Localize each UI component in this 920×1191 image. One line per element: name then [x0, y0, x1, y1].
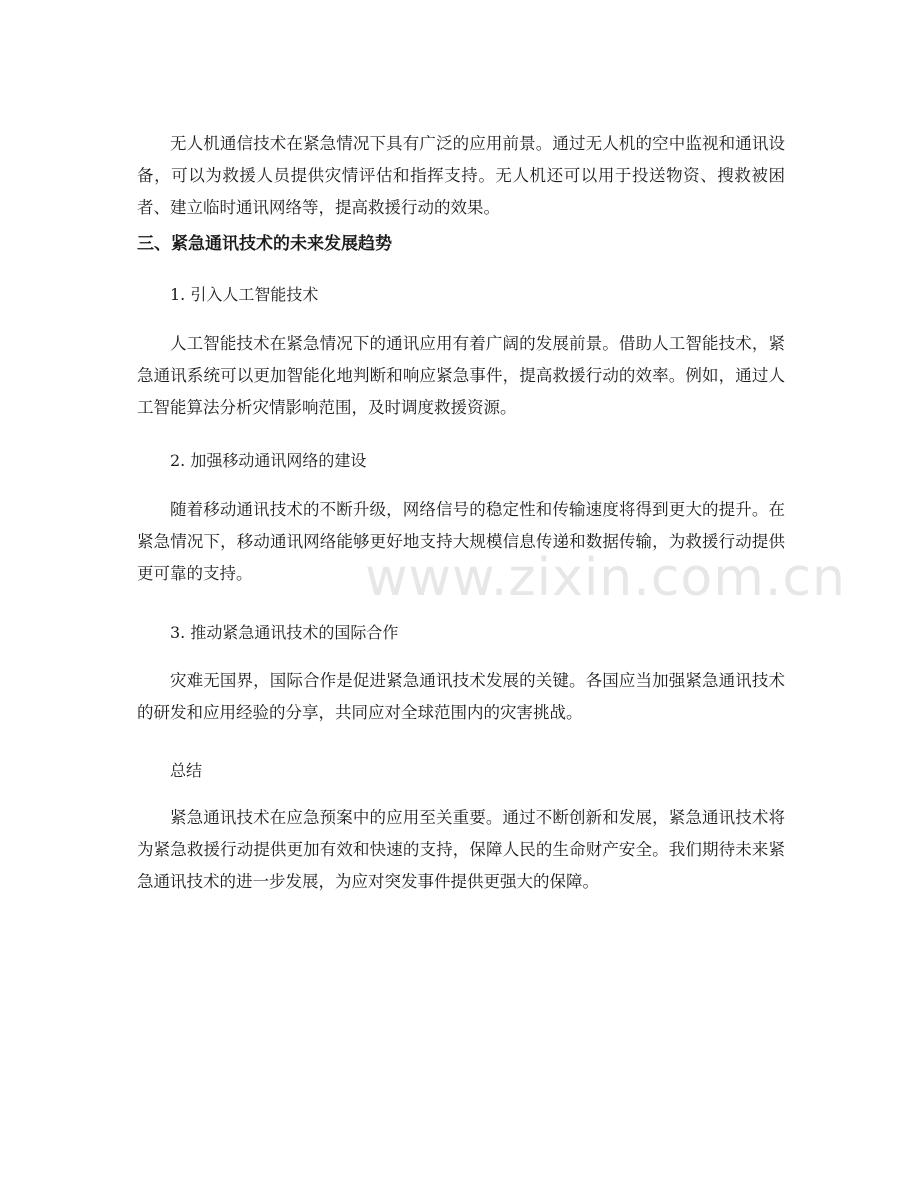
subheading-ai: 1. 引入人工智能技术	[170, 285, 319, 304]
watermark-text: www.zixin.com.cn	[365, 548, 846, 608]
paragraph-international-cooperation: 灾难无国界，国际合作是促进紧急通讯技术发展的关键。各国应当加强紧急通讯技术的研发和应用经验的分享，共同应对全球范围内的灾害挑战。	[137, 671, 785, 722]
subheading-summary: 总结	[170, 761, 203, 780]
subheading-international-cooperation: 3. 推动紧急通讯技术的国际合作	[170, 623, 399, 642]
section-3-heading: 三、紧急通讯技术的未来发展趋势	[137, 234, 392, 254]
paragraph-summary: 紧急通讯技术在应急预案中的应用至关重要。通过不断创新和发展，紧急通讯技术将为紧急救援行动提供更加有效和快速的支持，保障人民的生命财产安全。我们期待未来紧急通讯技术的进一步发展，为应对突发事件提供更强大的保障。	[137, 808, 785, 891]
paragraph-ai: 人工智能技术在紧急情况下的通讯应用有着广阔的发展前景。借助人工智能技术，紧急通讯系统可以更加智能化地判断和响应紧急事件，提高救援行动的效率。例如，通过人工智能算法分析灾情影响范围，及时调度救援资源。	[137, 334, 785, 417]
paragraph-drone-communication: 无人机通信技术在紧急情况下具有广泛的应用前景。通过无人机的空中监视和通讯设备，可以为救援人员提供灾情评估和指挥支持。无人机还可以用于投送物资、搜救被困者、建立临时通讯网络等，提高救援行动的效果。	[137, 134, 785, 217]
subheading-mobile-network: 2. 加强移动通讯网络的建设	[170, 451, 367, 470]
paragraph-mobile-network: 随着移动通讯技术的不断升级，网络信号的稳定性和传输速度将得到更大的提升。在紧急情况下，移动通讯网络能够更好地支持大规模信息传递和数据传输，为救援行动提供更可靠的支持。	[137, 500, 785, 583]
